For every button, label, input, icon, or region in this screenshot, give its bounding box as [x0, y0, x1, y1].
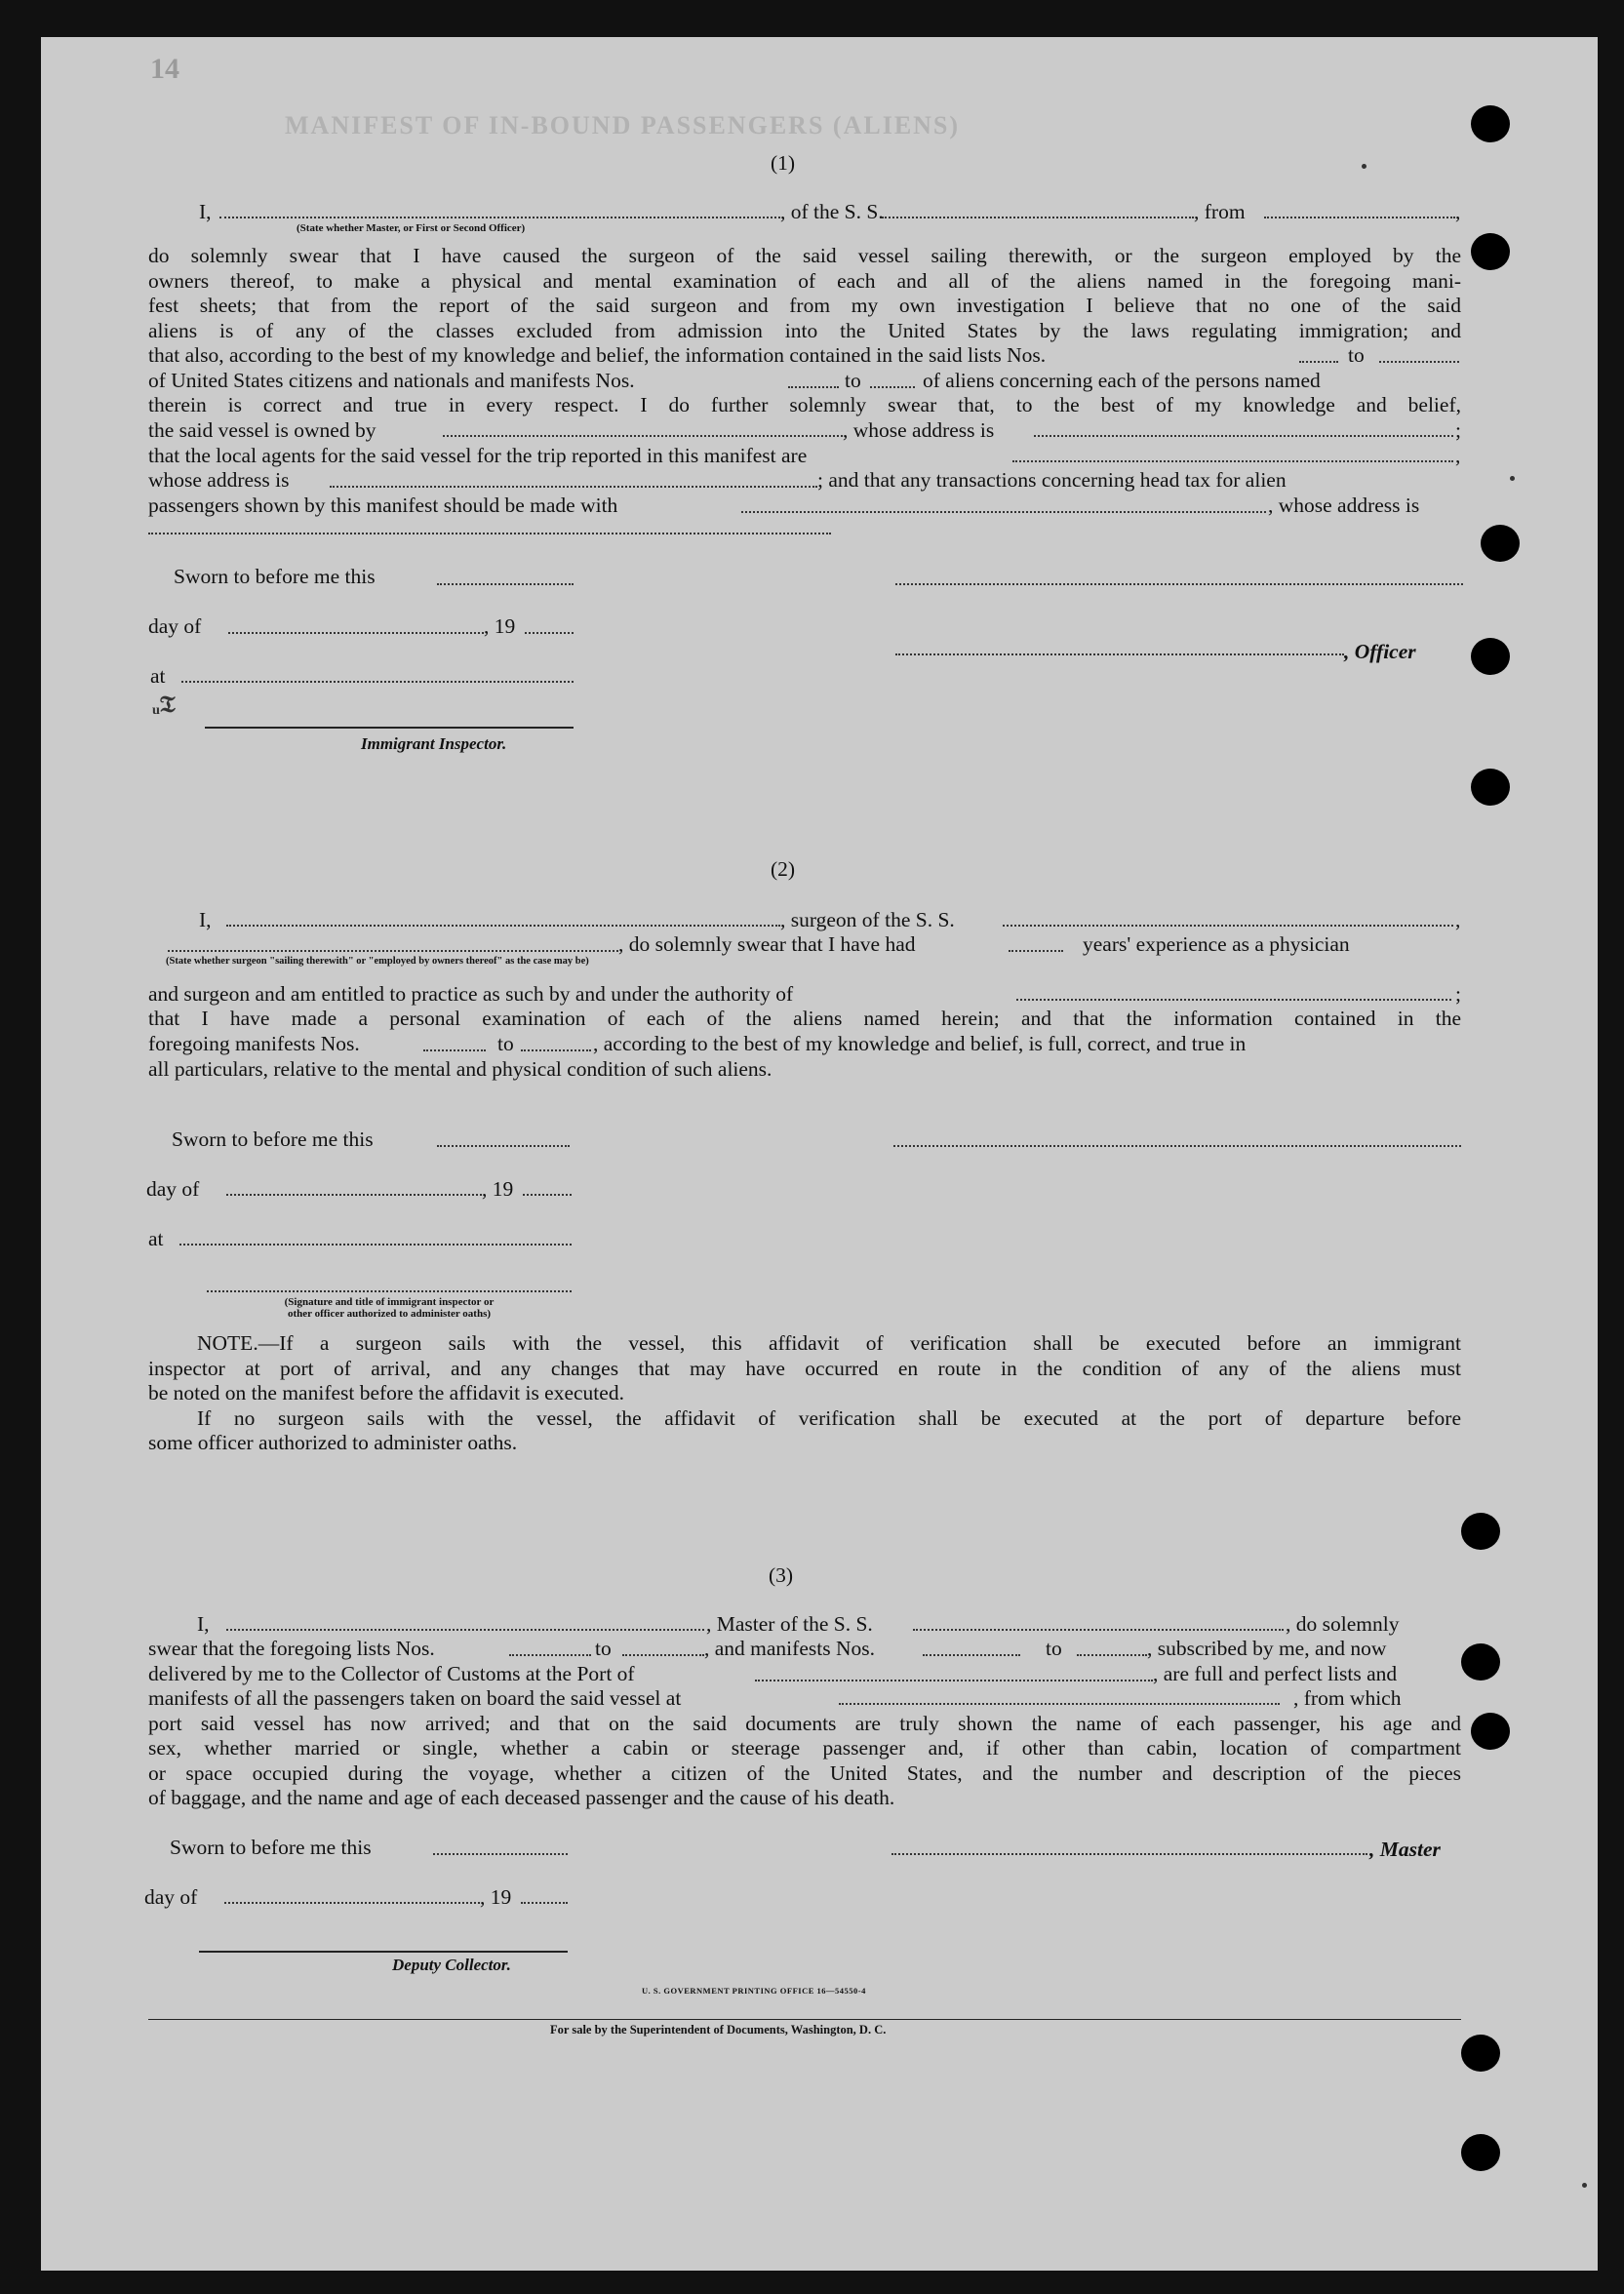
punch-hole-icon [1471, 233, 1510, 270]
s1-at-field[interactable] [181, 681, 574, 683]
manifest-form-page [41, 37, 1598, 2271]
s2-note: be noted on the manifest before the affidavit is executed. [148, 1381, 624, 1404]
s3-line: or space occupied during the voyage, whether a citizen of the United States, and the number and description of the pieces [148, 1761, 1461, 1785]
s2-sworn: Sworn to before me this [172, 1127, 374, 1151]
gpo-imprint: U. S. GOVERNMENT PRINTING OFFICE 16—54550-4 [642, 1986, 866, 1996]
section-3-number: (3) [769, 1563, 794, 1587]
s1-i: I, [199, 200, 212, 223]
s1-line6b: to [845, 369, 861, 392]
s3-line3a: delivered by me to the Collector of Customs at the Port of [148, 1662, 635, 1685]
s2-line5b: to [497, 1032, 514, 1055]
s1-owner-address-field[interactable] [1034, 435, 1453, 437]
s1-lists-to-field[interactable] [1379, 361, 1459, 363]
s1-line10b: ; and that any transactions concerning head tax for alien [817, 468, 1287, 492]
section-2-number: (2) [771, 857, 796, 881]
s2-note: inspector at port of arrival, and any changes that may have occurred en route in the condition of any of the aliens must [148, 1357, 1461, 1380]
s3-line2e: , subscribed by me, and now [1147, 1637, 1387, 1660]
s1-line8c: ; [1455, 418, 1461, 442]
speck [1510, 476, 1515, 481]
s2-line5c: , according to the best of my knowledge and belief, is full, correct, and true in [593, 1032, 1247, 1055]
s2-manifests-from-field[interactable] [423, 1049, 486, 1051]
s3-boarding-port-field[interactable] [839, 1703, 1280, 1705]
s1-line11b: , whose address is [1268, 494, 1420, 517]
s3-deputy-signature-line[interactable] [199, 1951, 568, 1953]
s2-line4: that I have made a personal examination of each of the aliens named herein; and that the information contained in the [148, 1007, 1461, 1030]
s2-authority-field[interactable] [1016, 999, 1451, 1001]
s2-capacity-field[interactable] [168, 950, 618, 952]
s1-manifests-from-field[interactable] [788, 386, 839, 388]
s3-line2d: to [1046, 1637, 1062, 1660]
s1-vessel-field[interactable] [882, 217, 1194, 218]
s1-line6c: of aliens concerning each of the persons named [923, 369, 1321, 392]
s2-year-field[interactable] [523, 1194, 572, 1196]
s3-master-signature-field[interactable] [891, 1853, 1367, 1855]
s1-line: fest sheets; that from the report of the said surgeon and from my own investigation I believe that no one of the said [148, 294, 1461, 317]
punch-hole-icon [1471, 769, 1510, 806]
s1-handwritten-mark: ᵤ𝔗 [152, 692, 176, 718]
s1-line9b: , [1455, 444, 1461, 467]
s1-officer-field[interactable] [895, 653, 1344, 655]
s1-inspector-label: Immigrant Inspector. [361, 734, 507, 753]
s3-line3b: , are full and perfect lists and [1153, 1662, 1398, 1685]
s1-line8b: , whose address is [843, 418, 995, 442]
s1-line8a: the said vessel is owned by [148, 418, 376, 442]
s3-deputy-label: Deputy Collector. [392, 1956, 511, 1974]
s3-line4a: manifests of all the passengers taken on board the said vessel at [148, 1686, 682, 1710]
s1-lists-from-field[interactable] [1299, 361, 1338, 363]
s1-sworn: Sworn to before me this [174, 565, 376, 588]
s1-at: at [150, 664, 166, 688]
s1-line5a: that also, according to the best of my knowledge and belief, the information contained in the said lists Nos. [148, 343, 1047, 367]
s1-line11a: passengers shown by this manifest should be made with [148, 494, 618, 517]
punch-hole-icon [1481, 525, 1520, 562]
section-1-number: (1) [771, 151, 796, 175]
s1-officer-name-field[interactable] [219, 217, 780, 218]
s1-officer-label: , Officer [1344, 640, 1416, 663]
s1-signature-field[interactable] [895, 583, 1463, 585]
s2-surgeon-name-field[interactable] [226, 925, 780, 927]
s2-years-field[interactable] [1009, 950, 1063, 952]
s3-sworn: Sworn to before me this [170, 1836, 372, 1859]
s2-note: some officer authorized to administer oaths. [148, 1431, 518, 1454]
punch-hole-icon [1461, 1513, 1500, 1550]
s3-master-name-field[interactable] [226, 1629, 704, 1631]
s3-lists-from-field[interactable] [509, 1654, 591, 1656]
s2-line3b: ; [1455, 982, 1461, 1006]
s1-sworn-field[interactable] [437, 583, 574, 585]
s2-line2b: years' experience as a physician [1083, 932, 1350, 956]
s3-day-field[interactable] [224, 1902, 480, 1904]
s2-sworn-field[interactable] [437, 1145, 570, 1147]
s3-line4b: , from which [1293, 1686, 1402, 1710]
s3-sworn-field[interactable] [433, 1853, 568, 1855]
s2-at: at [148, 1227, 164, 1250]
s1-line6a: of United States citizens and nationals and manifests Nos. [148, 369, 635, 392]
s3-day-of: day of [144, 1885, 198, 1909]
s2-surgeon-of: , surgeon of the S. S. [780, 908, 955, 931]
s1-nineteen: , 19 [484, 614, 516, 638]
s3-year-field[interactable] [521, 1902, 568, 1904]
s2-sig-caption-1: (Signature and title of immigrant inspector or [284, 1296, 495, 1308]
s1-owner-field[interactable] [443, 435, 843, 437]
punch-hole-icon [1471, 1713, 1510, 1750]
s3-master-label: , Master [1369, 1838, 1441, 1861]
s3-line8: of baggage, and the name and age of each deceased passenger and the cause of his death. [148, 1786, 895, 1809]
s2-line2a: , do solemnly swear that I have had [618, 932, 916, 956]
s3-solemnly: , do solemnly [1286, 1612, 1400, 1636]
punch-hole-icon [1471, 105, 1510, 142]
punch-hole-icon [1461, 1643, 1500, 1681]
s1-line9: that the local agents for the said vessel for the trip reported in this manifest are [148, 444, 808, 467]
s3-line2b: to [595, 1637, 612, 1660]
s2-inspector-signature-field[interactable] [207, 1290, 572, 1292]
s2-note: NOTE.—If a surgeon sails with the vessel, this affidavit of verification shall be executed before an immigrant [197, 1331, 1461, 1355]
speck [1582, 2183, 1587, 2188]
s1-line7: therein is correct and true in every respect. I do further solemnly swear that, to the best of my knowledge and belief, [148, 393, 1461, 416]
s1-inspector-signature-line[interactable] [205, 727, 574, 729]
s2-vessel-field[interactable] [1003, 925, 1453, 927]
s2-line6: all particulars, relative to the mental and physical condition of such aliens. [148, 1057, 772, 1081]
for-sale-imprint: For sale by the Superintendent of Documents, Washington, D. C. [550, 2023, 887, 2037]
s2-line3a: and surgeon and am entitled to practice as such by and under the authority of [148, 982, 794, 1006]
s2-note: If no surgeon sails with the vessel, the affidavit of verification shall be executed at the port of departure before [197, 1406, 1461, 1430]
footer-rule [148, 2019, 1461, 2020]
s3-port-field[interactable] [755, 1680, 1153, 1681]
s1-line5b: to [1348, 343, 1365, 367]
s2-manifests-to-field[interactable] [521, 1049, 591, 1051]
s3-i: I, [197, 1612, 210, 1636]
s1-line: owners thereof, to make a physical and mental examination of each and all of the aliens named in the foregoing mani- [148, 269, 1461, 293]
s1-year-field[interactable] [525, 632, 574, 634]
s1-head-tax-address-field[interactable] [148, 533, 831, 534]
s2-day-field[interactable] [226, 1194, 482, 1196]
punch-hole-icon [1471, 638, 1510, 675]
s3-manifests-to-field[interactable] [1077, 1654, 1147, 1656]
s1-agents-address-field[interactable] [330, 486, 817, 488]
s1-from-field[interactable] [1264, 217, 1455, 218]
s2-line5a: foregoing manifests Nos. [148, 1032, 360, 1055]
s3-master-of: , Master of the S. S. [706, 1612, 873, 1636]
s1-day-field[interactable] [228, 632, 484, 634]
s2-signature-field[interactable] [893, 1145, 1461, 1147]
s1-manifests-to-field[interactable] [870, 386, 915, 388]
s1-from: , from [1194, 200, 1246, 223]
s2-at-field[interactable] [179, 1244, 572, 1246]
s1-caption: (State whether Master, or First or Second Officer) [297, 222, 526, 234]
s3-manifests-from-field[interactable] [923, 1654, 1020, 1656]
s3-vessel-field[interactable] [913, 1629, 1284, 1631]
s2-sig-caption-2: other officer authorized to administer oaths) [287, 1308, 492, 1320]
s1-agents-field[interactable] [1012, 460, 1453, 462]
s2-i: I, [199, 908, 212, 931]
s3-nineteen: , 19 [480, 1885, 512, 1909]
s3-line: sex, whether married or single, whether a cabin or steerage passenger and, if other than cabin, location of compartment [148, 1736, 1461, 1760]
s2-nineteen: , 19 [482, 1177, 514, 1201]
s1-line10a: whose address is [148, 468, 290, 492]
s3-line2c: , and manifests Nos. [704, 1637, 875, 1660]
faint-header: MANIFEST OF IN-BOUND PASSENGERS (ALIENS) [285, 111, 961, 139]
s2-comma: , [1455, 908, 1461, 931]
s1-of-ss: , of the S. S. [780, 200, 884, 223]
page-number: 14 [150, 53, 179, 85]
punch-hole-icon [1461, 2134, 1500, 2171]
s1-comma: , [1455, 200, 1461, 223]
s3-lists-to-field[interactable] [622, 1654, 704, 1656]
s1-line: do solemnly swear that I have caused the surgeon of the said vessel sailing therewith, or the surgeon employed by the [148, 244, 1461, 267]
s2-caption: (State whether surgeon "sailing therewith" or "employed by owners thereof" as the case may be) [166, 956, 589, 967]
s1-head-tax-field[interactable] [741, 511, 1266, 513]
s1-line: aliens is of any of the classes excluded from admission into the United States by the laws regulating immigration; and [148, 319, 1461, 342]
s1-day-of: day of [148, 614, 202, 638]
speck [1362, 164, 1367, 169]
s2-day-of: day of [146, 1177, 200, 1201]
s3-line2a: swear that the foregoing lists Nos. [148, 1637, 435, 1660]
punch-hole-icon [1461, 2035, 1500, 2072]
s3-line: port said vessel has now arrived; and that on the said documents are truly shown the name of each passenger, his age and [148, 1712, 1461, 1735]
